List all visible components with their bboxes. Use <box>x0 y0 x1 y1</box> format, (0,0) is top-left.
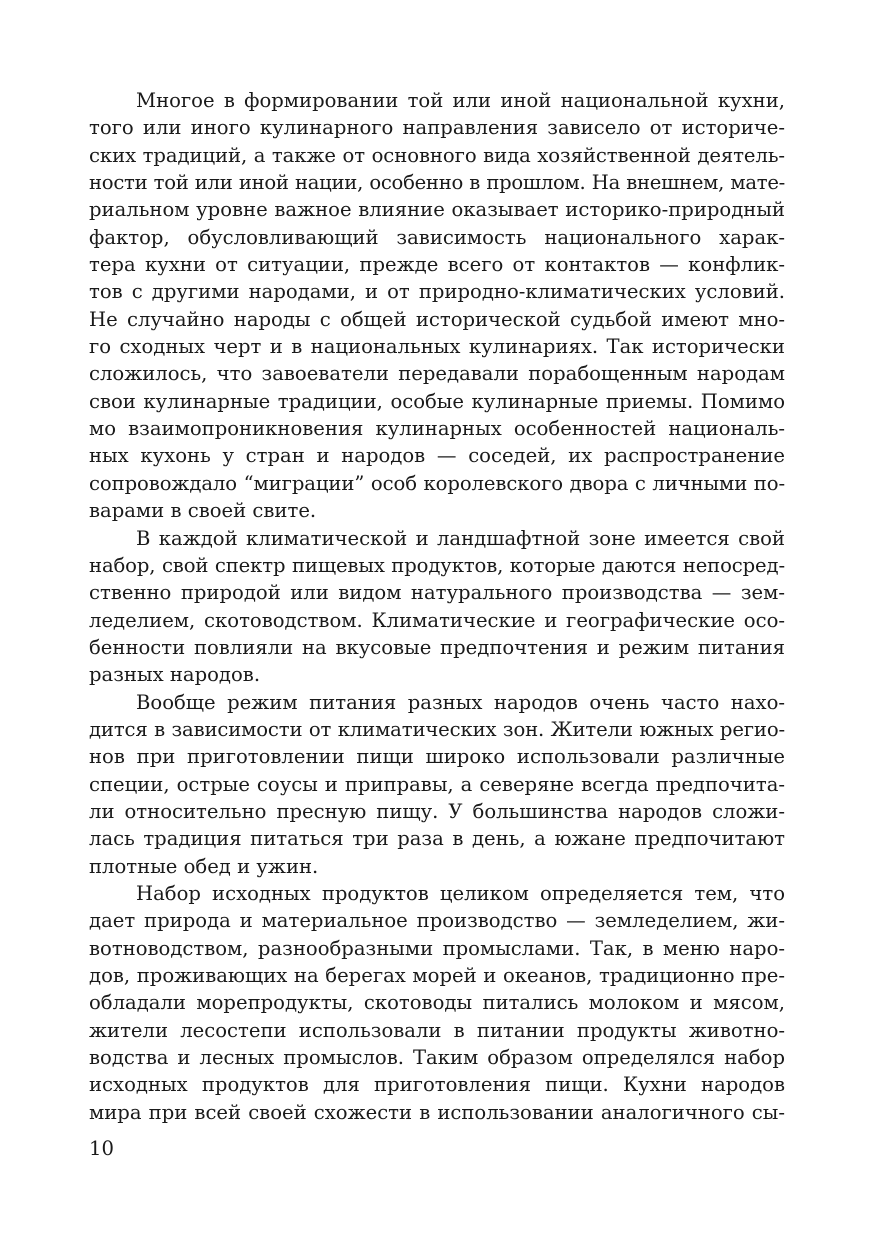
text-line: мира при всей своей схожести в использовании аналогичного сы- <box>89 1100 785 1124</box>
paragraph <box>89 525 785 689</box>
text-line: фактор, обусловливающий зависимость национального харак- <box>89 225 785 249</box>
text-line: специи, острые соусы и приправы, а северяне всегда предпочита- <box>89 772 785 796</box>
text-line: ных кухонь у стран и народов — соседей, их распространение <box>89 444 785 468</box>
text-line: дится в зависимости от климатических зон. Жители южных регио- <box>89 717 785 741</box>
text-line: сложилось, что завоеватели передавали порабощенным народам <box>89 362 785 386</box>
text-line: свои кулинарные традиции, особые кулинарные приемы. Помимо <box>89 389 785 413</box>
paragraph <box>89 880 785 1126</box>
text-line: ских традиций, а также от основного вида хозяйственной деятель- <box>89 143 785 167</box>
text-line: варами в своей свите. <box>89 499 317 523</box>
text-line: Вообще режим питания разных народов очень часто нахо- <box>136 690 785 714</box>
text-line: жители лесостепи использовали в питании продукты животно- <box>89 1018 785 1042</box>
body-text <box>89 87 785 1126</box>
text-line: тера кухни от ситуации, прежде всего от контактов — конфлик- <box>89 253 785 277</box>
text-line: ственно природой или видом натурального производства — зем- <box>89 581 785 605</box>
text-line: го сходных черт и в национальных кулинариях. Так исторически <box>89 335 785 359</box>
text-line: плотные обед и ужин. <box>89 854 319 878</box>
text-line: сопровождало “миграции” особ королевского двора с личными по- <box>89 471 785 495</box>
text-line: Не случайно народы с общей исторической судьбой имеют мно- <box>89 307 785 331</box>
text-line: разных народов. <box>89 663 261 687</box>
text-line: Набор исходных продуктов целиком определяется тем, что <box>136 881 785 905</box>
text-line: исходных продуктов для приготовления пищи. Кухни народов <box>89 1073 785 1097</box>
text-line: ли относительно пресную пищу. У большинства народов сложи- <box>89 799 785 823</box>
paragraph <box>89 689 785 880</box>
text-line: риальном уровне важное влияние оказывает историко-природный <box>89 198 785 222</box>
text-line: нов при приготовлении пищи широко использовали различные <box>89 745 785 769</box>
text-line: того или иного кулинарного направления зависело от историче- <box>89 116 785 140</box>
text-line: лась традиция питаться три раза в день, а южане предпочитают <box>89 827 785 851</box>
text-line: бенности повлияли на вкусовые предпочтения и режим питания <box>89 635 785 659</box>
text-line: ности той или иной нации, особенно в прошлом. На внешнем, мате- <box>89 171 785 195</box>
text-line: Многое в формировании той или иной национальной кухни, <box>136 89 785 112</box>
text-line: набор, свой спектр пищевых продуктов, которые даются непосред- <box>89 553 785 577</box>
text-line: обладали морепродукты, скотоводы питались молоком и мясом, <box>89 991 785 1015</box>
text-line: мо взаимопроникновения кулинарных особенностей националь- <box>89 417 785 441</box>
text-line: водства и лесных промыслов. Таким образом определялся набор <box>89 1046 785 1070</box>
text-line: дает природа и материальное производство — земледелием, жи- <box>89 909 785 933</box>
page-number: 10 <box>89 1137 114 1160</box>
text-line: тов с другими народами, и от природно-климатических условий. <box>89 280 785 304</box>
text-line: дов, проживающих на берегах морей и океанов, традиционно пре- <box>89 964 785 987</box>
text-line: В каждой климатической и ландшафтной зоне имеется свой <box>136 526 785 550</box>
text-line: вотноводством, разнообразными промыслами. Так, в меню наро- <box>89 936 785 960</box>
text-line: леделием, скотоводством. Климатические и географические осо- <box>89 608 785 632</box>
paragraph <box>89 87 785 525</box>
